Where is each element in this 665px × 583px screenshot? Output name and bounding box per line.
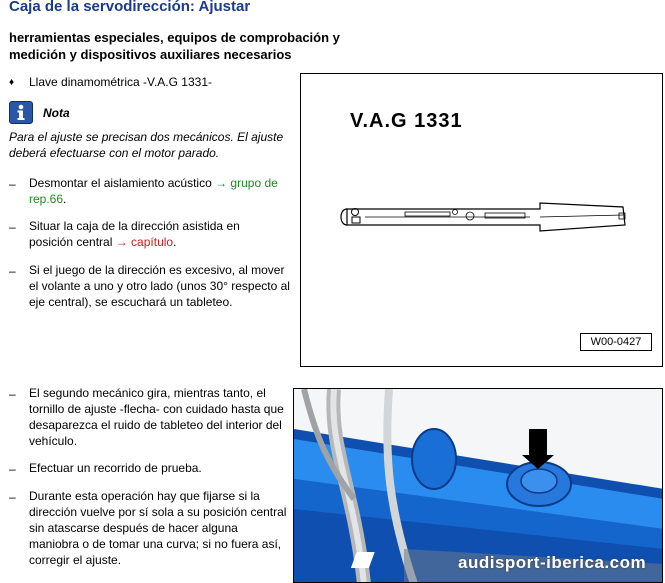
step-text: Desmontar el aislamiento acústico [29,176,216,190]
step-text: Situar la caja de la dirección asistida en posición central [29,219,240,249]
cross-reference-link[interactable]: → grupo de rep.66 [29,176,278,206]
cross-reference-link[interactable]: → capítulo [115,235,174,249]
step-text-end: . [173,235,177,249]
list-bullet: ♦ [9,77,15,88]
note-text: Para el ajuste se precisan dos mecánicos. El ajuste deberá efectuarse con el motor parado. [9,130,284,160]
watermark-text: audisport-iberica.com [458,553,647,572]
page-title: Caja de la servodirección: Ajustar [9,0,251,15]
step-item: Efectuar un recorrido de prueba. [29,461,202,475]
step-text-end: . [63,192,67,206]
step-item: Durante esta operación hay que fijarse si la dirección vuelve por sí sola a su posición central sin atascarse después de hacer alguna maniobra o de tomar una curva; si no fuera así, corregir el ajuste. [29,489,287,567]
step-item [29,175,289,207]
step-dash: – [9,264,16,278]
tool-item: Llave dinamométrica -V.A.G 1331- [29,75,212,89]
step-item: El segundo mecánico gira, mientras tanto, el tornillo de ajuste -flecha- con cuidado hasta que desaparezca el ruido de tableteo del interior del vehículo. [29,386,284,448]
torque-wrench-icon [335,195,635,245]
section-subtitle: herramientas especiales, equipos de comprobación y medición y dispositivos auxiliares necesarios [9,30,340,62]
step-dash: – [9,462,16,476]
figure-code: W00-0427 [580,333,652,351]
step-dash: – [9,387,16,401]
step-dash: – [9,490,16,504]
step-item [29,218,279,250]
step-item: Si el juego de la dirección es excesivo, al mover el volante a uno y otro lado (unos 30° respecto al eje central), se escuchará un tableteo. [29,263,290,309]
step-dash: – [9,220,16,234]
step-dash: – [9,177,16,191]
info-icon [9,101,33,124]
note-label: Nota [43,106,70,120]
tool-figure-label: V.A.G 1331 [350,110,463,132]
